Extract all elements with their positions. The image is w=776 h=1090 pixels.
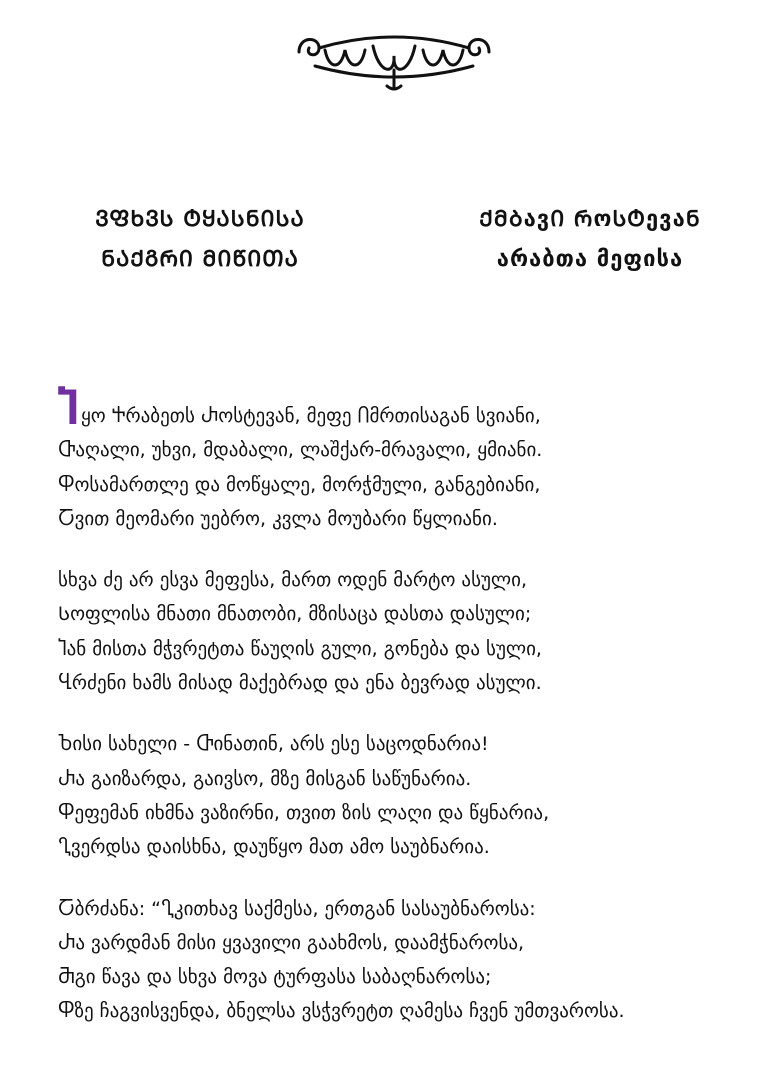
stanza	[58, 892, 758, 1029]
poem-line: Ⴇაღალი, უხვი, მდაბალი, ლაშქარ-მრავალი, ყმიანი.	[58, 439, 543, 462]
poem-line: Ⴋგი წავა და სხვა მოვა ტურფასა საბაღნაროსა;	[58, 966, 492, 989]
poem-line: Ⴆისი სახელი - Ⴇინათინ, არს ესე საცოდნარია!	[58, 733, 489, 756]
stanza	[58, 384, 758, 536]
heading-left-line: ᲜᲐᲥᲒᲠᲘ ᲛᲘᲬᲘᲗᲐ	[101, 247, 299, 272]
stanza	[58, 727, 758, 864]
heading-right-line: არაბთა მეფისა	[496, 247, 684, 272]
ornament-icon	[295, 26, 493, 92]
poem-line: Ⴔეფემან იხმნა ვაზირნი, თვით ზის ლაღი და წყნარია,	[58, 801, 550, 824]
stanza	[58, 563, 758, 700]
poem-line: Ⴐა ვარდმან მისი ყვავილი გაახმოს, დაამჭნაროსა,	[58, 931, 525, 954]
poem-line: Ⴈან მისთა მჭვრეტთა წაუღის გული, გონება და სული,	[58, 637, 542, 660]
poem-line: Ⴂვერდსა დაისხნა, დაუწყო მათ ამო საუბნარია.	[58, 836, 490, 859]
poem-line: Ⴔოსამართლე და მოწყალე, მორჭმული, განგებიანი,	[58, 473, 541, 496]
drop-cap: Ⴈ	[58, 384, 78, 435]
poem-line: Ⴁრძენი ხამს მისად მაქებრად და ენა ბევრად ასული.	[58, 672, 542, 695]
poem-line: Ⴔზე ჩაგვისვენდა, ბნელსა ვსჭვრეტთ ღამესა ჩვენ უმთვაროსა.	[58, 1000, 625, 1023]
heading-left-line: ᲕᲤᲮᲕᲡ ᲢᲧᲐᲡᲜᲘᲡᲐ	[95, 207, 305, 232]
poem-line: Ⴈყო Ⴕრაბეთს Ⴐოსტევან, მეფე Ⴖმრთისაგან სვიანი,	[58, 384, 541, 435]
poem-line: Ⴐა გაიზარდა, გაივსო, მზე მისგან საწუნარია.	[58, 767, 472, 790]
poem	[58, 384, 758, 1056]
poem-line: Ⴀბრძანა: “Ⴂკითხავ საქმესა, ერთგან სასაუბნაროსა:	[58, 897, 536, 920]
poem-line: სხვა ძე არ ესვა მეფესა, მართ ოდენ მარტო ასული,	[58, 569, 528, 592]
heading-left	[40, 200, 360, 280]
poem-line: Ⴀვით მეომარი უებრო, კვლა მოუბარი წყლიანი.	[58, 507, 498, 530]
heading-right	[430, 200, 750, 280]
heading-right-line: ᲥᲛᲑავᲘ ᲠოᲡᲢევაᲜ	[479, 207, 701, 232]
poem-line: Სოფლისა მნათი მნათობი, მზისაცა დასთა დასული;	[58, 603, 532, 626]
